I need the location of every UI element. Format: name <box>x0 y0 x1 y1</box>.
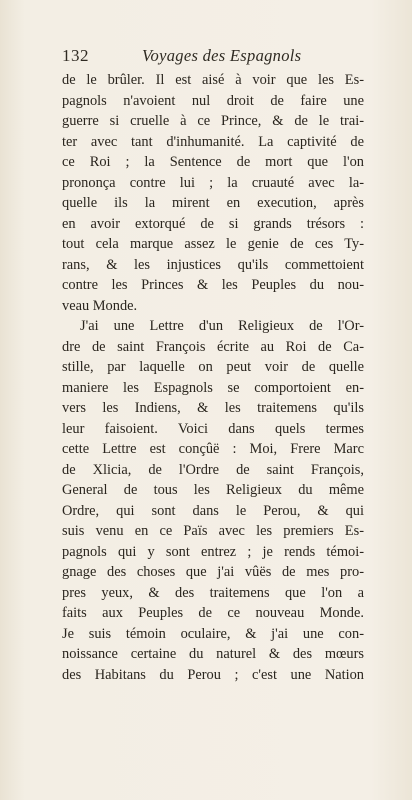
text-line: pres yeux, & des traitemens que l'on a <box>62 584 364 601</box>
text-line: guerre si cruelle à ce Prince, & de le trai- <box>62 113 364 129</box>
body-text <box>62 70 364 685</box>
text-line: noissance certaine du naturel & des mœurs <box>62 646 364 662</box>
text-line: rans, & les injustices qu'ils commettoient <box>62 256 364 273</box>
text-line: Ordre, qui sont dans le Perou, & qui <box>62 502 364 519</box>
text-line: de Xlicia, de l'Ordre de saint François, <box>62 461 364 478</box>
text-line: vers les Indiens, & les traitemens qu'ils <box>62 400 364 416</box>
text-line: pagnols n'avoient nul droit de faire une <box>62 92 364 109</box>
text-line: cette Lettre est conçûë : Moi, Frere Marc <box>62 441 364 457</box>
text-line: dre de saint François écrite au Roi de Ca- <box>62 338 364 355</box>
text-line: J'ai une Lettre d'un Religieux de l'Or- <box>80 318 364 334</box>
page-number: 132 <box>62 46 89 65</box>
text-line: faits aux Peuples de ce nouveau Monde. <box>62 605 364 621</box>
running-title: Voyages des Espagnols <box>142 46 302 65</box>
text-line: leur faisoient. Voici dans quels termes <box>62 420 364 437</box>
text-line: gnage des choses que j'ai vûës de mes pro- <box>62 564 364 580</box>
text-line: veau Monde. <box>62 297 138 314</box>
page-header <box>62 46 362 66</box>
text-line: de le brûler. Il est aisé à voir que les Es- <box>62 72 364 88</box>
text-line: tout cela marque assez le genie de ces Ty- <box>62 236 364 252</box>
text-line: General de tous les Religieux du même <box>62 482 364 498</box>
text-line: contre les Princes & les Peuples du nou- <box>62 277 364 293</box>
text-line: stille, par laquelle on peut voir de quelle <box>62 359 364 375</box>
text-line: ce Roi ; la Sentence de mort que l'on <box>62 154 364 170</box>
text-line: quelle ils la mirent en execution, après <box>62 195 364 211</box>
text-line: Je suis témoin oculaire, & j'ai une con- <box>62 625 364 642</box>
text-line: en avoir extorqué de si grands trésors : <box>62 215 364 232</box>
text-line: suis venu en ce Païs avec les premiers Es- <box>62 523 364 539</box>
text-line: ter avec tant d'inhumanité. La captivité de <box>62 133 364 150</box>
text-line: maniere les Espagnols se comportoient en- <box>62 379 364 396</box>
text-line: des Habitans du Perou ; c'est une Nation <box>62 666 364 683</box>
text-line: pagnols qui y sont entrez ; je rends témoi- <box>62 543 364 560</box>
text-line: prononça contre lui ; la cruauté avec la- <box>62 174 364 191</box>
